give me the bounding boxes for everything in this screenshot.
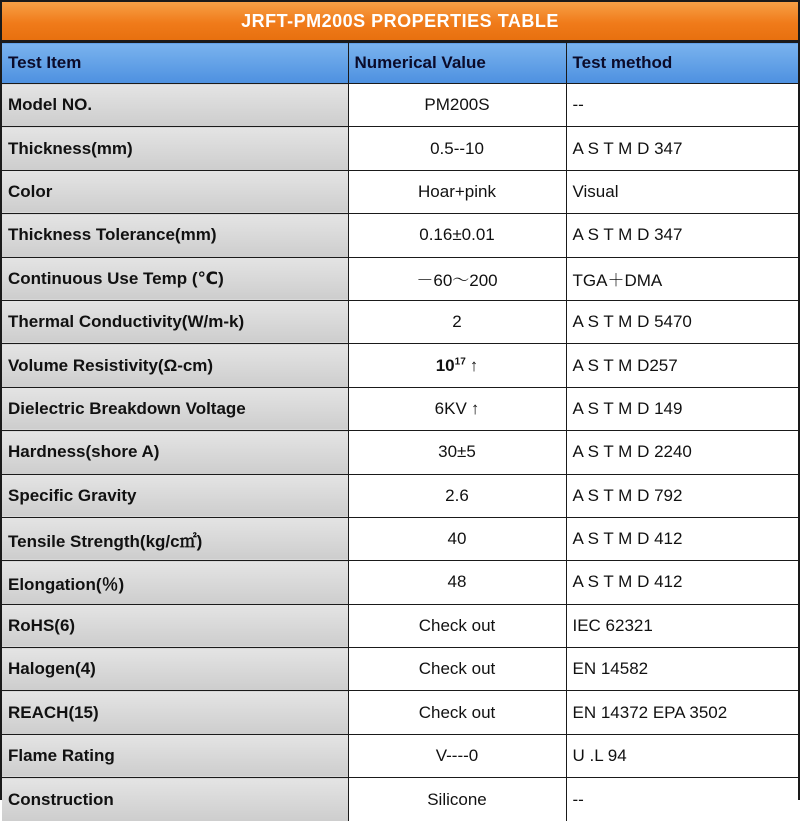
table-row	[2, 734, 798, 777]
method-cell: A S T M D 347	[566, 214, 798, 257]
value-cell: －60～200	[348, 257, 566, 300]
table-row	[2, 387, 798, 430]
method-cell: A S T M D 2240	[566, 431, 798, 474]
table-row	[2, 561, 798, 604]
table-row	[2, 257, 798, 300]
header-test-item: Test Item	[2, 43, 348, 84]
table-row	[2, 127, 798, 170]
table-row	[2, 431, 798, 474]
value-text: 6KV	[434, 398, 467, 418]
method-cell: A S T M D 412	[566, 561, 798, 604]
value-cell: 40	[348, 517, 566, 560]
value-cell	[348, 387, 566, 430]
test-item-cell: Elongation(％)	[2, 561, 348, 604]
value-cell: PM200S	[348, 84, 566, 127]
method-cell: TGA＋DMA	[566, 257, 798, 300]
test-item-cell: REACH(15)	[2, 691, 348, 734]
table-row	[2, 344, 798, 387]
method-cell: U .L 94	[566, 734, 798, 777]
table-row	[2, 691, 798, 734]
table-row	[2, 474, 798, 517]
table-row	[2, 170, 798, 213]
table-row	[2, 517, 798, 560]
test-item-cell: Thermal Conductivity(W/m-k)	[2, 300, 348, 343]
value-cell: Check out	[348, 691, 566, 734]
value-cell: 0.5--10	[348, 127, 566, 170]
header-row	[2, 43, 798, 84]
table-row	[2, 604, 798, 647]
value-cell: Hoar+pink	[348, 170, 566, 213]
method-cell: EN 14372 EPA 3502	[566, 691, 798, 734]
value-cell: 0.16±0.01	[348, 214, 566, 257]
header-numerical-value: Numerical Value	[348, 43, 566, 84]
value-cell: Silicone	[348, 778, 566, 821]
arrow-up-icon: ↑	[469, 355, 479, 375]
value-base: 10	[435, 355, 455, 375]
method-cell: IEC 62321	[566, 604, 798, 647]
table-title: JRFT-PM200S PROPERTIES TABLE	[2, 2, 798, 42]
value-cell: 2.6	[348, 474, 566, 517]
test-item-cell: Model NO.	[2, 84, 348, 127]
method-cell: A S T M D 149	[566, 387, 798, 430]
test-item-cell: Halogen(4)	[2, 648, 348, 691]
method-cell: --	[566, 84, 798, 127]
test-item-cell: RoHS(6)	[2, 604, 348, 647]
method-cell: Visual	[566, 170, 798, 213]
value-cell	[348, 344, 566, 387]
method-cell: A S T M D257	[566, 344, 798, 387]
test-item-cell: Tensile Strength(kg/c㎡)	[2, 517, 348, 560]
table-row	[2, 214, 798, 257]
method-cell: --	[566, 778, 798, 821]
value-cell: V----0	[348, 734, 566, 777]
value-cell: 2	[348, 300, 566, 343]
test-item-cell: Flame Rating	[2, 734, 348, 777]
value-cell: Check out	[348, 604, 566, 647]
table-row	[2, 84, 798, 127]
table-row	[2, 648, 798, 691]
table-row	[2, 778, 798, 821]
value-cell: Check out	[348, 648, 566, 691]
header-test-method: Test method	[566, 43, 798, 84]
table-row	[2, 300, 798, 343]
test-item-cell: Hardness(shore A)	[2, 431, 348, 474]
value-cell: 30±5	[348, 431, 566, 474]
test-item-cell: Specific Gravity	[2, 474, 348, 517]
method-cell: EN 14582	[566, 648, 798, 691]
method-cell: A S T M D 792	[566, 474, 798, 517]
method-cell: A S T M D 347	[566, 127, 798, 170]
value-exponent: 17	[454, 355, 466, 367]
method-cell: A S T M D 412	[566, 517, 798, 560]
test-item-cell: Continuous Use Temp (℃)	[2, 257, 348, 300]
test-item-cell: Thickness(mm)	[2, 127, 348, 170]
method-cell: A S T M D 5470	[566, 300, 798, 343]
test-item-cell: Dielectric Breakdown Voltage	[2, 387, 348, 430]
test-item-cell: Construction	[2, 778, 348, 821]
test-item-cell: Thickness Tolerance(mm)	[2, 214, 348, 257]
properties-table	[2, 42, 798, 821]
test-item-cell: Color	[2, 170, 348, 213]
value-cell: 48	[348, 561, 566, 604]
arrow-up-icon: ↑	[470, 398, 480, 418]
test-item-cell: Volume Resistivity(Ω-cm)	[2, 344, 348, 387]
